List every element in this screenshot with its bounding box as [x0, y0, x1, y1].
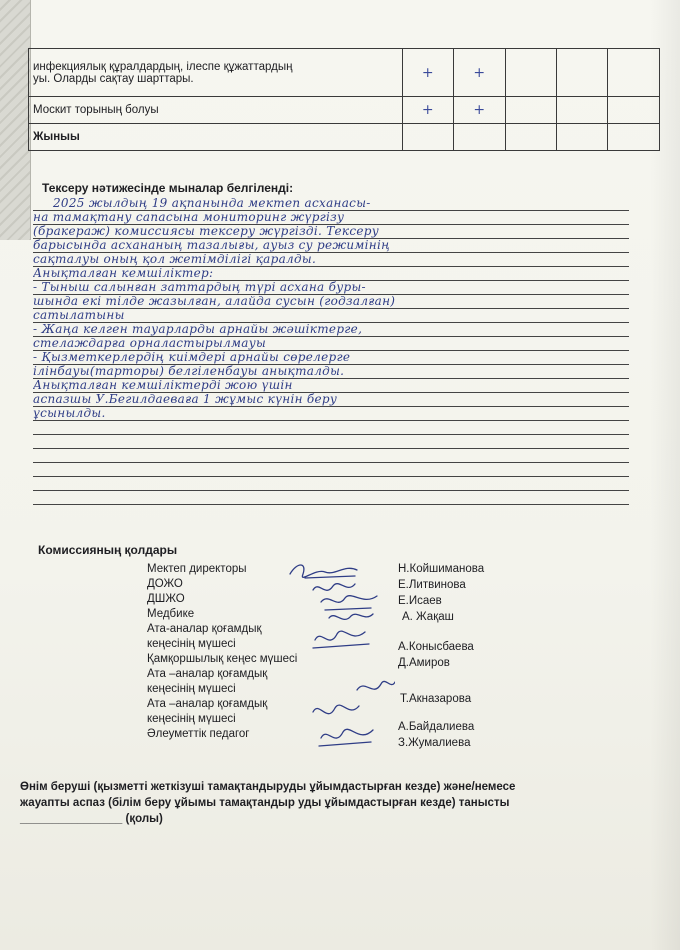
table-cell-mark: + [454, 49, 505, 97]
findings-handwritten-lines [33, 197, 629, 505]
findings-line [33, 435, 629, 449]
footer-line-2: жауапты аспаз (білім беру ұйымы тамақтандыр уды ұйымдастырған кезде) танысты [20, 797, 510, 809]
table-cell-mark [608, 124, 660, 151]
signature-parent-council-1 [313, 631, 369, 648]
table-cell-criterion: Жыныы [29, 124, 403, 151]
findings-line [33, 463, 629, 477]
table-cell-mark [557, 49, 608, 97]
signatory-name: А. Жақаш [402, 611, 454, 623]
signature-parent-council-3 [313, 705, 359, 714]
table-cell-mark [557, 124, 608, 151]
findings-line: сақталуы оның қол жетімділігі қаралды. [33, 253, 629, 267]
findings-heading: Тексеру нәтижесінде мыналар белгіленді: [42, 181, 294, 195]
table-cell-criterion [29, 49, 403, 97]
signature-role: кеңесінің мүшесі [147, 683, 236, 695]
findings-line: барысында асхананың тазалығы, ауыз су режимінің [33, 239, 629, 253]
table-cell-criterion: Москит торының болуы [29, 97, 403, 124]
signature-role: Қамқоршылық кеңес мүшесі [147, 653, 298, 665]
table-cell-mark [454, 124, 505, 151]
findings-line [33, 449, 629, 463]
signatory-name: Т.Акназарова [400, 693, 472, 705]
signature-label: (қолы) [125, 813, 163, 825]
findings-line: шында екі тілде жазылған, алайда сусын (годзалған) [33, 295, 629, 309]
signature-role: кеңесінің мүшесі [147, 713, 236, 725]
findings-line: - Жаңа келген тауарларды арнайы жәшіктерге, [33, 323, 629, 337]
findings-line: аспазшы У.Бегилдаеваға 1 жұмыс күнін беру [33, 393, 629, 407]
signature-nurse [329, 614, 373, 619]
signatory-name: А.Конысбаева [398, 641, 474, 653]
signatory-name: Е.Литвинова [398, 579, 466, 591]
findings-line [33, 477, 629, 491]
table-cell-mark [608, 97, 660, 124]
signature-role: Әлеуметтік педагог [147, 728, 250, 740]
findings-line [33, 421, 629, 435]
signature-dozho [313, 584, 355, 591]
signature-role: Ата –аналар қоғамдық [147, 668, 268, 680]
findings-line: стелаждарға орналастырылмауы [33, 337, 629, 351]
table-cell-mark: + [454, 97, 505, 124]
table-row [29, 97, 660, 124]
table-cell-mark [505, 97, 556, 124]
signature-role: Ата –аналар қоғамдық [147, 698, 268, 710]
table-cell-mark [557, 97, 608, 124]
findings-line: Анықталған кемшіліктер: [33, 267, 629, 281]
signatory-name: Е.Исаев [398, 595, 442, 607]
table-cell-mark [505, 49, 556, 97]
signature-roles [147, 562, 297, 742]
signature-role: Мектеп директоры [147, 563, 247, 575]
findings-line: - Қызметкерлердің киімдері арнайы сөрелерге [33, 351, 629, 365]
signature-role: Ата-аналар қоғамдық [147, 623, 262, 635]
footer-acknowledgement [20, 779, 618, 827]
signature-parent-council-2 [357, 681, 395, 690]
table-cell-mark: + [402, 97, 453, 124]
checklist-table [28, 48, 660, 151]
findings-line: 2025 жылдың 19 ақпанында мектеп асханасы- [33, 197, 629, 211]
signature-director [290, 565, 357, 578]
table-cell-mark [505, 124, 556, 151]
findings-line: (бракераж) комиссиясы тексеру жүргізді. Тексеру [33, 225, 629, 239]
findings-line: - Тыныш салынған заттардың түрі асхана буры- [33, 281, 629, 295]
signature-role: кеңесінің мүшесі [147, 638, 236, 650]
signatory-name: З.Жумалиева [398, 737, 471, 749]
signatures-heading: Комиссияның қолдары [38, 543, 178, 557]
signature-dshzho [321, 596, 377, 610]
table-cell-mark [608, 49, 660, 97]
signatory-name: Д.Амиров [398, 657, 450, 669]
signatory-name: А.Байдалиева [398, 721, 475, 733]
signature-role: ДОЖО [147, 578, 183, 590]
binder-edge [0, 0, 31, 240]
signature-blank: ________________ [20, 813, 123, 825]
table-cell-mark [402, 124, 453, 151]
signature-role: ДШЖО [147, 593, 185, 605]
signature-social-pedagogue [319, 729, 373, 746]
findings-line: ұсынылды. [33, 407, 629, 421]
table-row [29, 49, 660, 97]
findings-line: ілінбауы(тарторы) белгіленбауы анықталды. [33, 365, 629, 379]
findings-line: сатылатыны [33, 309, 629, 323]
findings-line: Анықталған кемшіліктерді жою үшін [33, 379, 629, 393]
signature-scribbles [285, 560, 395, 760]
footer-line-3 [20, 811, 618, 827]
findings-line: на тамақтану сапасына мониторинг жүргізу [33, 211, 629, 225]
footer-line-1: Өнім беруші (қызметті жеткізуші тамақтандыруды ұйымдастырған кезде) және/немесе [20, 781, 516, 793]
table-cell-mark: + [402, 49, 453, 97]
signature-role: Медбике [147, 608, 195, 620]
table-row-total [29, 124, 660, 151]
signatory-name: Н.Койшиманова [398, 563, 485, 575]
findings-line [33, 491, 629, 505]
criterion-text: инфекциялық құралдардың, ілеспе құжаттардың уы. Оларды сақтау шарттары. [33, 60, 293, 85]
